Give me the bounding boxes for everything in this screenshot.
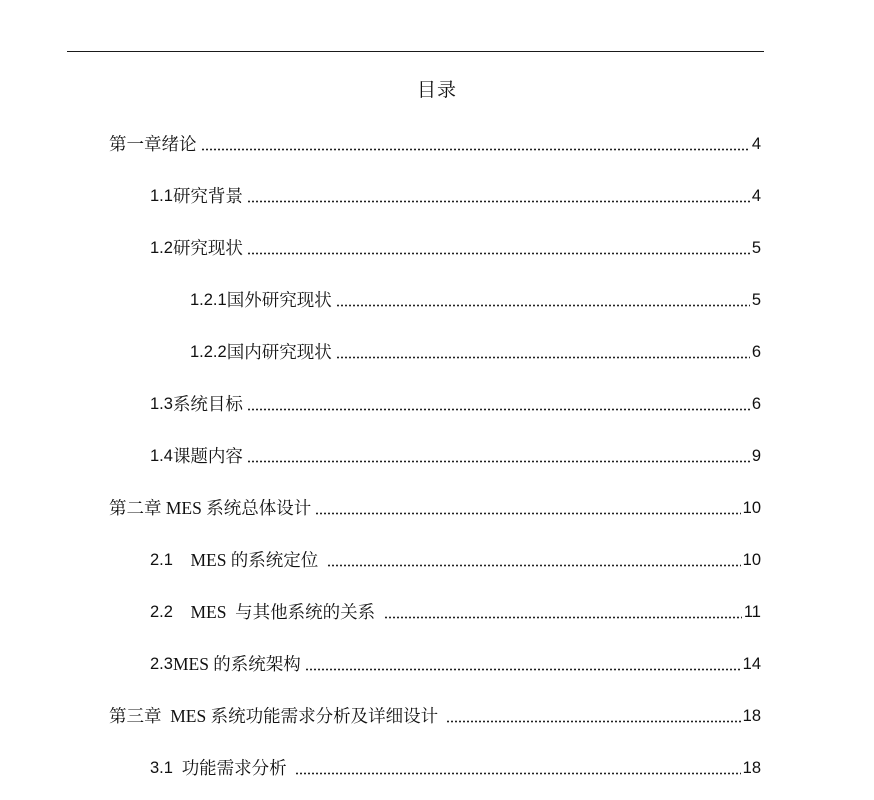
dot-leader [315,512,740,515]
toc-entry-number: 1.3 [150,395,173,413]
toc-page-number: 6 [751,343,761,361]
toc-entry-number: 2.2 [150,603,173,621]
dot-leader [247,252,750,255]
toc-entry-chapter-3[interactable] [109,704,761,728]
toc-entry-text: 研究现状 [172,238,243,258]
toc-page-number: 10 [742,499,761,517]
toc-page-number: 10 [742,551,761,569]
toc-entry-number: 2.3 [150,655,173,673]
toc-entry-number: 1.2 [150,239,173,257]
dot-leader [446,720,740,723]
toc-title: 目录 [416,80,457,101]
toc-page-number: 5 [751,291,761,309]
toc-entry-2-2[interactable] [150,600,761,624]
toc-entry-number: 1.2.1 [190,291,227,309]
toc-entry-text: 第三章 MES 系统功能需求分析及详细设计 [109,706,443,726]
toc-entry-1-3[interactable] [150,392,761,416]
dot-leader [295,772,741,775]
toc-entry-1-2-2[interactable] [190,340,761,364]
toc-entry-text: 系统目标 [172,394,243,414]
toc-page-number: 5 [751,239,761,257]
toc-page-number: 11 [743,603,761,621]
toc-entry-3-1[interactable] [150,756,761,780]
toc-entry-chapter-1[interactable] [109,132,761,156]
toc-page-number: 9 [751,447,761,465]
toc-entry-1-2[interactable] [150,236,761,260]
toc-entry-text: 国外研究现状 [226,290,332,310]
toc-page-number: 4 [751,187,761,205]
dot-leader [384,616,742,619]
toc-entry-1-1[interactable] [150,184,761,208]
toc-page-number: 14 [742,655,761,673]
toc-entry-text: 第二章 MES 系统总体设计 [109,498,312,518]
toc-page-number: 6 [751,395,761,413]
toc-entry-number: 1.4 [150,447,173,465]
toc-entry-1-2-1[interactable] [190,288,761,312]
dot-leader [247,200,750,203]
toc-entry-text: MES 的系统架构 [172,654,301,674]
toc-entry-text: 功能需求分析 [172,758,292,778]
toc-entry-text: MES 的系统定位 [172,550,323,570]
toc-entry-chapter-2[interactable] [109,496,761,520]
dot-leader [247,408,750,411]
dot-leader [327,564,741,567]
dot-leader [247,460,750,463]
dot-leader [336,304,750,307]
toc-entry-text: 研究背景 [172,186,243,206]
toc-entry-1-4[interactable] [150,444,761,468]
toc-entry-number: 1.2.2 [190,343,227,361]
toc-entry-text: 国内研究现状 [226,342,332,362]
toc-page-number: 18 [742,759,761,777]
dot-leader [305,668,741,671]
toc-page-number: 18 [742,707,761,725]
toc-entry-text: 第一章绪论 [109,134,197,154]
toc-entry-2-1[interactable] [150,548,761,572]
toc-page-number: 4 [751,135,761,153]
toc-entry-number: 1.1 [150,187,173,205]
toc-entry-number: 3.1 [150,759,173,777]
toc-entry-text: MES 与其他系统的关系 [172,602,380,622]
toc-entry-number: 2.1 [150,551,173,569]
dot-leader [336,356,750,359]
toc-entry-text: 课题内容 [172,446,243,466]
toc-entry-2-3[interactable] [150,652,761,676]
dot-leader [201,148,750,151]
